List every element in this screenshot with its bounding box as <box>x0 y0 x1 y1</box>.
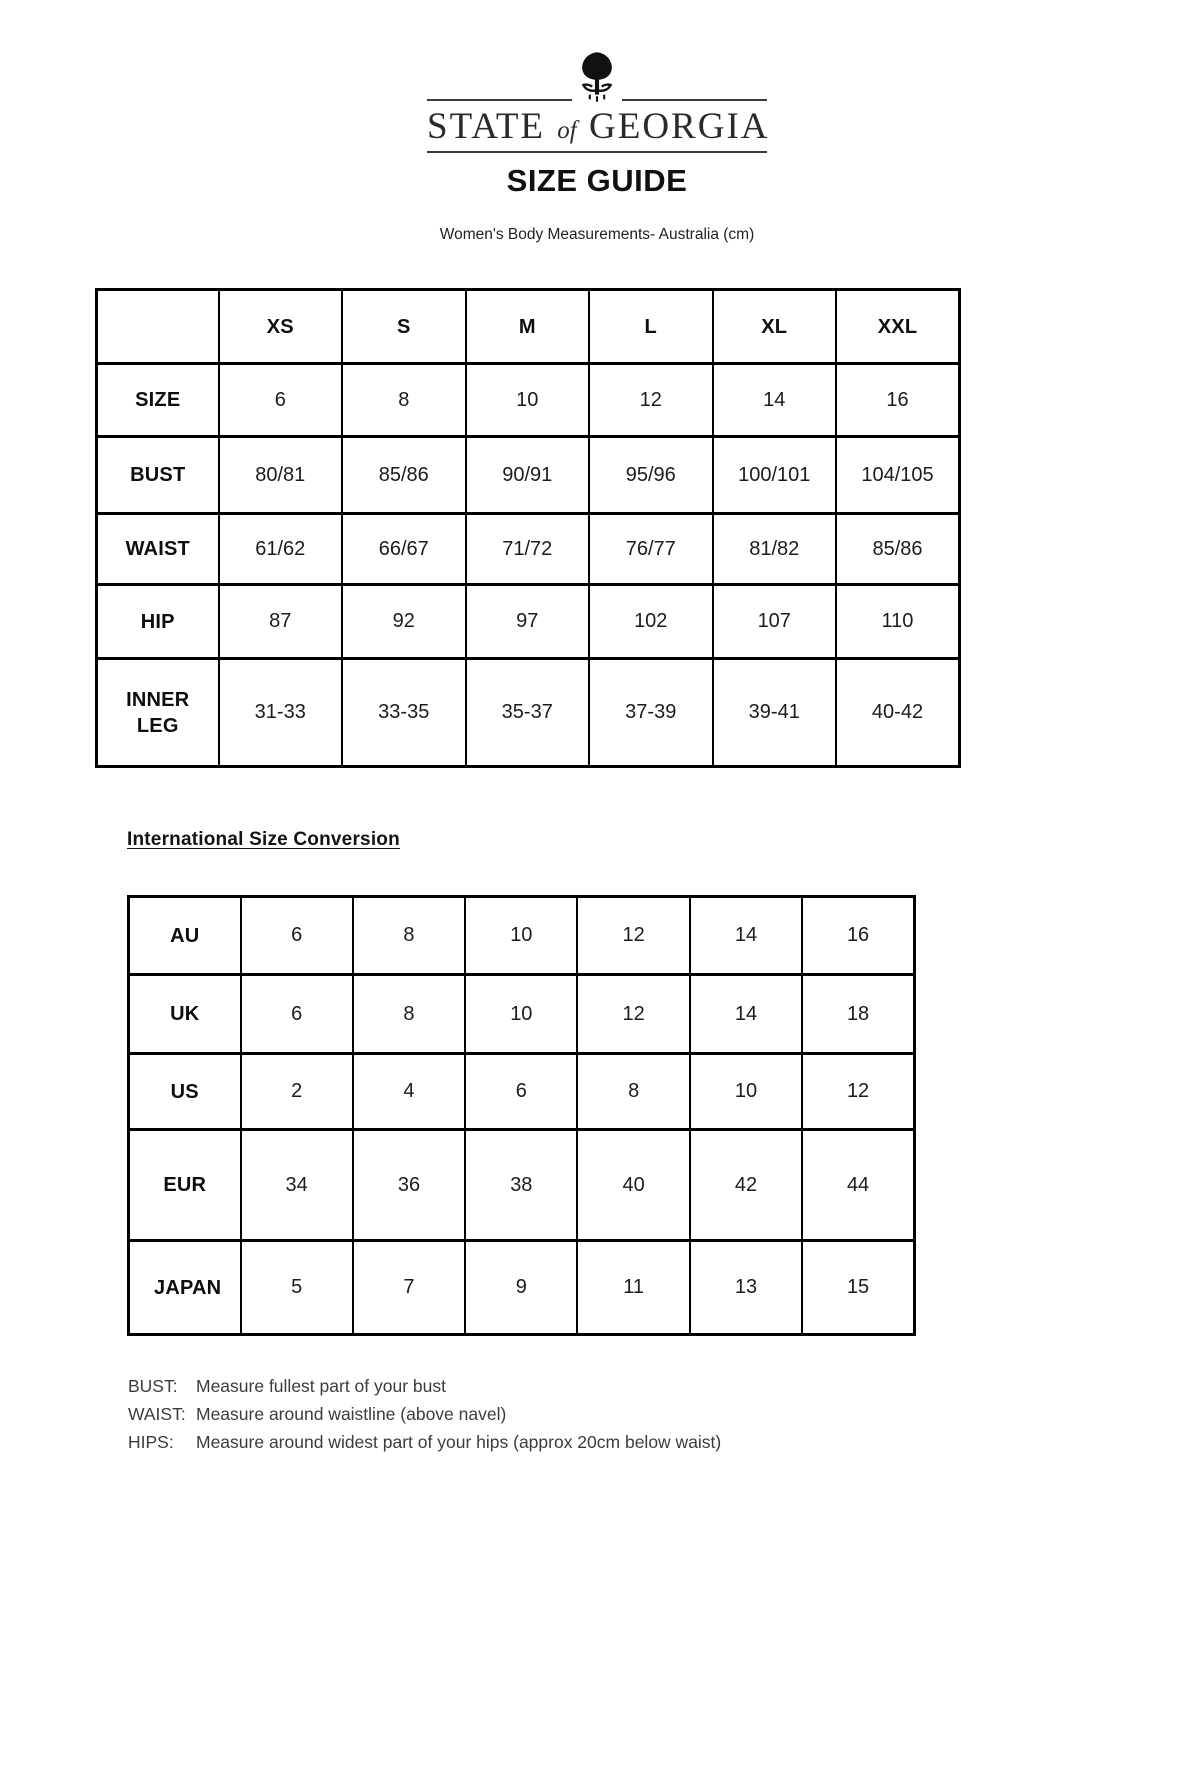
value-cell: 36 <box>353 1130 465 1241</box>
row-label: SIZE <box>97 364 219 437</box>
value-cell: 2 <box>241 1054 353 1130</box>
value-cell: 90/91 <box>466 437 590 514</box>
table-row-inner-leg <box>97 659 960 767</box>
header-cell-l: L <box>589 290 713 364</box>
value-cell: 14 <box>690 897 802 975</box>
row-label: BUST <box>97 437 219 514</box>
measurements-header-row <box>97 290 960 364</box>
value-cell: 10 <box>465 897 577 975</box>
brand-name-of: of <box>557 117 577 144</box>
value-cell: 10 <box>690 1054 802 1130</box>
logo-top-rule <box>427 50 767 104</box>
note-bust <box>128 1372 721 1400</box>
table-row-bust <box>97 437 960 514</box>
value-cell: 40-42 <box>836 659 960 767</box>
value-cell: 97 <box>466 585 590 659</box>
value-cell: 8 <box>353 897 465 975</box>
brand-logo <box>427 50 770 153</box>
value-cell: 6 <box>219 364 343 437</box>
value-cell: 9 <box>465 1241 577 1335</box>
table-row-hip <box>97 585 960 659</box>
value-cell: 40 <box>577 1130 689 1241</box>
note-text: Measure fullest part of your bust <box>196 1376 446 1396</box>
note-label: BUST: <box>128 1376 178 1396</box>
header-cell-xs: XS <box>219 290 343 364</box>
value-cell: 35-37 <box>466 659 590 767</box>
value-cell: 87 <box>219 585 343 659</box>
value-cell: 12 <box>577 897 689 975</box>
note-waist <box>128 1400 721 1428</box>
row-label: INNER LEG <box>97 659 219 767</box>
page-title: SIZE GUIDE <box>506 163 688 198</box>
value-cell: 14 <box>713 364 837 437</box>
value-cell: 31-33 <box>219 659 343 767</box>
header-cell-s: S <box>342 290 466 364</box>
value-cell: 5 <box>241 1241 353 1335</box>
measurements-table <box>95 288 961 768</box>
note-text: Measure around widest part of your hips (approx 20cm below waist) <box>196 1432 722 1452</box>
row-label: US <box>129 1054 241 1130</box>
value-cell: 4 <box>353 1054 465 1130</box>
value-cell: 8 <box>342 364 466 437</box>
table-row-eur <box>129 1130 915 1241</box>
value-cell: 7 <box>353 1241 465 1335</box>
value-cell: 13 <box>690 1241 802 1335</box>
value-cell: 8 <box>353 975 465 1054</box>
table-row-au <box>129 897 915 975</box>
value-cell: 34 <box>241 1130 353 1241</box>
value-cell: 10 <box>465 975 577 1054</box>
value-cell: 16 <box>802 897 914 975</box>
value-cell: 8 <box>577 1054 689 1130</box>
value-cell: 37-39 <box>589 659 713 767</box>
row-label: WAIST <box>97 514 219 585</box>
page-subtitle: Women's Body Measurements- Australia (cm) <box>439 226 755 243</box>
value-cell: 76/77 <box>589 514 713 585</box>
header-cell-xxl: XXL <box>836 290 960 364</box>
brand-name-state: STATE <box>427 106 546 147</box>
row-label: UK <box>129 975 241 1054</box>
value-cell: 61/62 <box>219 514 343 585</box>
measurement-notes <box>128 1372 721 1456</box>
value-cell: 107 <box>713 585 837 659</box>
value-cell: 66/67 <box>342 514 466 585</box>
value-cell: 15 <box>802 1241 914 1335</box>
value-cell: 81/82 <box>713 514 837 585</box>
conversion-table <box>127 895 916 1336</box>
note-label: WAIST: <box>128 1404 186 1424</box>
value-cell: 6 <box>241 975 353 1054</box>
value-cell: 6 <box>465 1054 577 1130</box>
value-cell: 80/81 <box>219 437 343 514</box>
value-cell: 102 <box>589 585 713 659</box>
conversion-heading: International Size Conversion <box>127 829 400 850</box>
value-cell: 12 <box>577 975 689 1054</box>
header-cell-xl: XL <box>713 290 837 364</box>
value-cell: 95/96 <box>589 437 713 514</box>
value-cell: 85/86 <box>836 514 960 585</box>
value-cell: 39-41 <box>713 659 837 767</box>
value-cell: 92 <box>342 585 466 659</box>
tree-icon <box>573 50 621 104</box>
logo-rule-right <box>622 99 767 101</box>
logo-rule-left <box>427 99 572 101</box>
header-cell-m: M <box>466 290 590 364</box>
row-label: AU <box>129 897 241 975</box>
table-row-uk <box>129 975 915 1054</box>
note-text: Measure around waistline (above navel) <box>196 1404 507 1424</box>
value-cell: 11 <box>577 1241 689 1335</box>
value-cell: 18 <box>802 975 914 1054</box>
value-cell: 12 <box>802 1054 914 1130</box>
row-label: HIP <box>97 585 219 659</box>
value-cell: 12 <box>589 364 713 437</box>
row-label: EUR <box>129 1130 241 1241</box>
value-cell: 42 <box>690 1130 802 1241</box>
table-row-waist <box>97 514 960 585</box>
note-label: HIPS: <box>128 1432 174 1452</box>
brand-name-georgia: GEORGIA <box>589 106 770 147</box>
value-cell: 110 <box>836 585 960 659</box>
value-cell: 14 <box>690 975 802 1054</box>
brand-name <box>427 105 770 148</box>
value-cell: 44 <box>802 1130 914 1241</box>
value-cell: 104/105 <box>836 437 960 514</box>
table-row-us <box>129 1054 915 1130</box>
value-cell: 100/101 <box>713 437 837 514</box>
table-row-japan <box>129 1241 915 1335</box>
value-cell: 16 <box>836 364 960 437</box>
row-label: JAPAN <box>129 1241 241 1335</box>
value-cell: 38 <box>465 1130 577 1241</box>
logo-bottom-rule <box>427 151 767 153</box>
value-cell: 71/72 <box>466 514 590 585</box>
value-cell: 85/86 <box>342 437 466 514</box>
table-row-size <box>97 364 960 437</box>
header-cell-blank <box>97 290 219 364</box>
value-cell: 6 <box>241 897 353 975</box>
value-cell: 33-35 <box>342 659 466 767</box>
note-hips <box>128 1428 721 1456</box>
value-cell: 10 <box>466 364 590 437</box>
